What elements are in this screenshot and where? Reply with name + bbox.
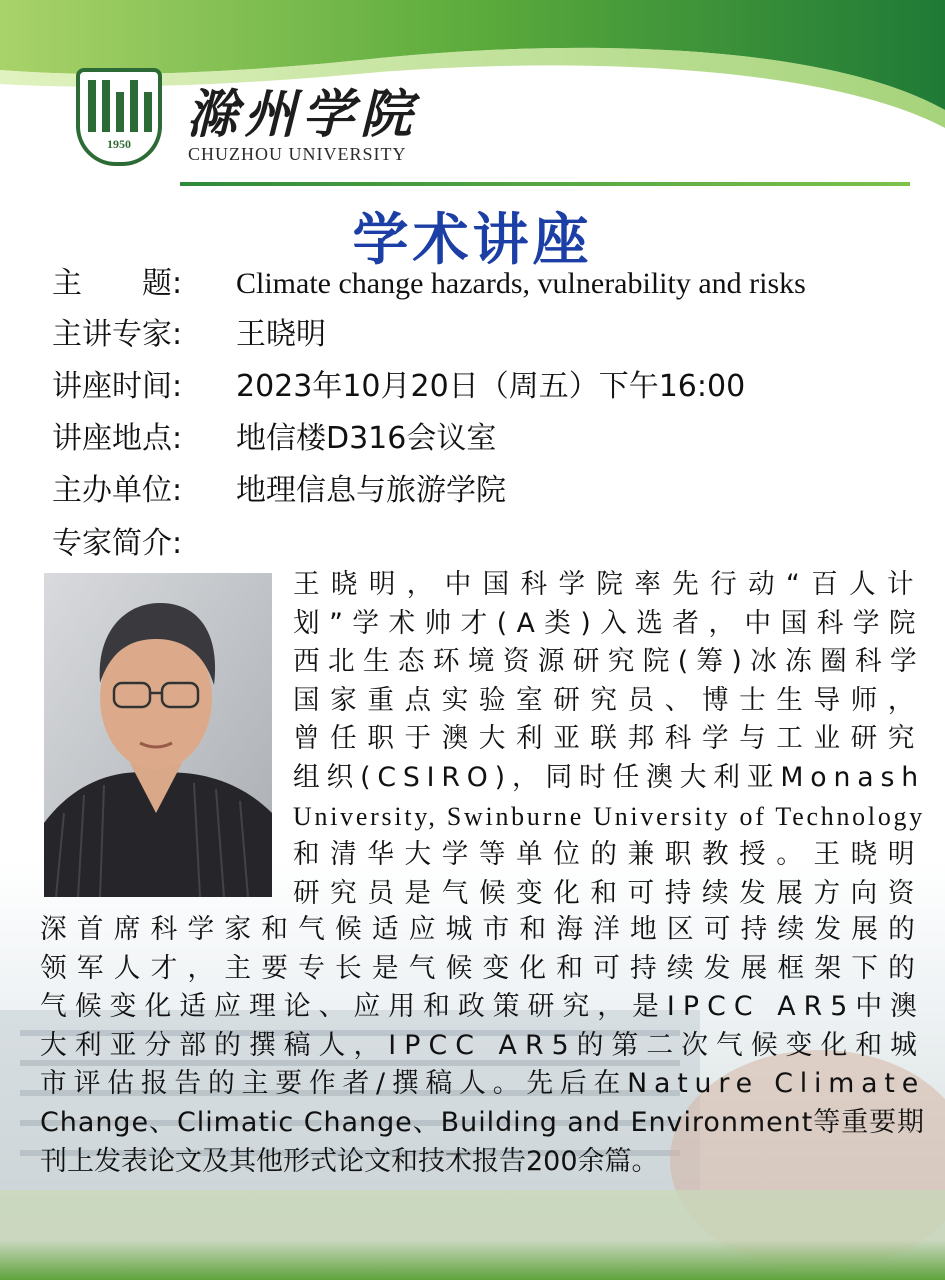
host-value: 地理信息与旅游学院 [236,473,506,508]
bio-line: 深首席科学家和气候适应城市和海洋地区可持续发展的 [40,914,925,945]
bio-paragraph-full [40,911,925,1181]
bio-line: 刊上发表论文及其他形式论文和技术报告200余篇。 [40,1145,659,1177]
speaker-label: 主讲专家: [52,317,183,352]
host-label: 主办单位: [52,473,183,508]
place-row [52,419,496,459]
bio-paragraph-right [293,566,925,913]
topic-row [52,264,806,304]
intro-row [52,524,236,564]
bio-line: 西北生态环境资源研究院(筹)冰冻圈科学 [293,646,925,678]
university-name-cn: 滁州学院 [186,84,419,145]
bio-line: 划”学术帅才(A类)入选者，中国科学院 [293,607,925,639]
time-row [52,367,745,407]
university-logo-icon [76,68,162,166]
bio-line: 王晓明，中国科学院率先行动“百人计 [293,569,925,600]
topic-value: Climate change hazards, vulnerability and risks [236,267,806,300]
speaker-row [52,315,326,355]
host-row [52,471,506,511]
intro-label: 专家简介: [52,526,183,561]
logo-year: 1950 [107,137,131,151]
university-name-en: CHUZHOU UNIVERSITY [188,144,407,164]
place-value: 地信楼D316会议室 [236,421,497,456]
time-value: 2023年10月20日（周五）下午16:00 [236,369,746,404]
bio-line: 曾任职于澳大利亚联邦科学与工业研究 [293,723,925,755]
bio-line: 大利亚分部的撰稿人，IPCC AR5的第二次气候变化和城 [40,1029,925,1061]
bio-line: University, Swinburne University of Technology [293,801,925,831]
bio-line: Change、Climatic Change、Building and Environment等重要期 [40,1106,925,1138]
bio-line: 领军人才，主要专长是气候变化和可持续发展框架下的 [40,952,925,984]
topic-label: 主 题: [52,266,183,301]
place-label: 讲座地点: [52,421,183,456]
bio-line: 气候变化适应理论、应用和政策研究，是IPCC AR5中澳 [40,991,925,1023]
bio-line: 国家重点实验室研究员、博士生导师， [293,684,925,716]
speaker-photo [44,573,272,897]
footer-green-band [0,1240,945,1280]
speaker-value: 王晓明 [236,317,326,352]
bio-line: 组织(CSIRO)，同时任澳大利亚Monash [293,761,925,793]
header-divider [180,182,910,186]
page-title: 学术讲座 [352,208,593,273]
bio-line: 和清华大学等单位的兼职教授。王晓明 [293,839,925,871]
bio-line: 市评估报告的主要作者/撰稿人。先后在Nature Climate [40,1068,925,1100]
time-label: 讲座时间: [52,369,183,404]
bio-line: 研究员是气候变化和可持续发展方向资 [293,877,925,909]
